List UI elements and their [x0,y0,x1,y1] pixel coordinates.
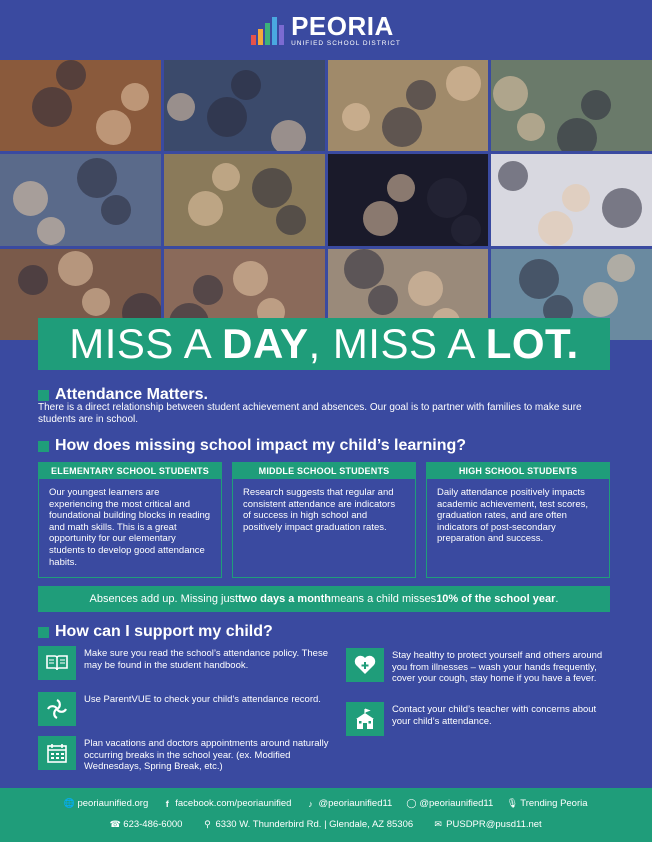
facebook-link[interactable]: f facebook.com/peoriaunified [162,798,291,809]
column-title: MIDDLE SCHOOL STUDENTS [233,463,415,479]
impact-heading: How does missing school impact my child’s learning? [38,437,466,455]
logo-mark-icon [251,15,285,45]
header [0,0,652,60]
photo-classroom [328,60,489,151]
bullet-square-icon [38,390,49,401]
column-elementary [38,462,222,578]
address-text: ⚲ 6330 W. Thunderbird Rd. | Glendale, AZ 85306 [204,819,414,830]
bullet-square-icon [38,441,49,452]
logo-name: PEORIA [291,10,394,41]
tip-text: Stay healthy to protect yourself and others around you from illnesses – wash your hands frequently, cover your cough, stay home if you have a fever. [392,650,603,684]
column-text: Daily attendance positively impacts academic achievement, test scores, graduation rates, and are often indicators of post-secondary preparation and success. [437,487,589,545]
headline-banner [38,318,610,370]
tip-handbook [38,646,338,680]
instagram-link[interactable]: ◯ @peoriaunified11 [406,798,494,809]
photo-cheering-students [164,60,325,151]
phone-icon: ☎ [109,819,121,829]
attendance-text: There is a direct relationship between student achievement and absences. Our goal is to partner with families to make sure students are in school. [38,402,582,425]
column-title: HIGH SCHOOL STUDENTS [427,463,609,479]
calendar-icon [38,736,76,770]
heart-plus-icon [346,648,384,682]
tip-text: Plan vacations and doctors appointments around naturally occurring breaks in the school year. (ex. Modified Wednesdays, Spring Break, etc.) [84,738,329,772]
tip-text: Make sure you read the school’s attendance policy. These may be found in the student handbook. [84,648,328,671]
absences-callout: Absences add up. Missing just two days a month means a child misses 10% of the school year . [38,586,610,612]
tip-vacations [38,736,338,773]
photo-girl-writing [0,154,161,245]
email-icon: ✉ [434,819,442,829]
book-icon [38,646,76,680]
website-link[interactable]: 🌐 peoriaunified.org [63,798,149,809]
tip-stay-healthy [346,648,611,685]
support-heading: How can I support my child? [38,623,273,641]
tip-text: Contact your child’s teacher with concerns about your child’s attendance. [392,704,597,727]
tip-contact-teacher [346,702,611,736]
photo-jrotc-salute [491,60,652,151]
phone-link[interactable]: ☎ 623-486-6000 [109,819,183,830]
column-title: ELEMENTARY SCHOOL STUDENTS [39,463,221,479]
bullet-square-icon [38,627,49,638]
email-link[interactable]: ✉ PUSDPR@pusd11.net [434,819,542,830]
location-pin-icon: ⚲ [204,819,211,829]
parentvue-icon [38,692,76,726]
tiktok-icon: ♪ [308,798,313,809]
facebook-icon: f [165,798,169,809]
column-high [426,462,610,578]
photo-foam-party [491,154,652,245]
school-icon [346,702,384,736]
instagram-icon: ◯ [406,798,417,808]
photo-collage [0,60,652,340]
podcast-icon: 🎙 [506,798,518,808]
photo-two-kids-library [164,154,325,245]
column-middle [232,462,416,578]
tip-text: Use ParentVUE to check your child’s attendance record. [84,694,321,705]
column-text: Our youngest learners are experiencing the most critical and foundational building blocks in reading and math skills. This is a great opportunity for our elementary students to develop good attendance habits. [49,487,211,568]
headline: MISS A DAY, MISS A LOT. [69,320,579,367]
school-level-columns [38,462,610,578]
podcast-link[interactable]: 🎙 Trending Peoria [506,798,588,809]
district-logo[interactable] [251,10,401,48]
tiktok-link[interactable]: ♪ @peoriaunified11 [305,798,392,809]
footer [0,788,652,842]
attendance-heading: Attendance Matters. [38,386,208,404]
column-text: Research suggests that regular and consistent attendance are indicators of success in high school and positively impact graduation rates. [243,487,396,533]
photo-marching-band [328,154,489,245]
photo-dinosaur-kids [0,60,161,151]
globe-icon: 🌐 [63,798,76,808]
tip-parentvue [38,692,338,726]
logo-subtitle: UNIFIED SCHOOL DISTRICT [291,39,401,47]
